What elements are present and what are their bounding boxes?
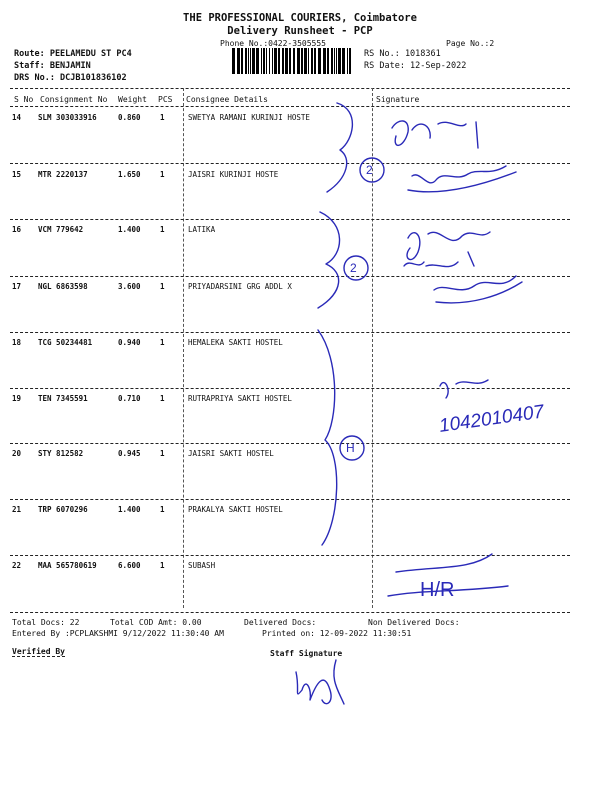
row-sno: 15 (12, 170, 22, 179)
col-header-signature: Signature (376, 95, 420, 104)
col-header-weight: Weight (118, 95, 147, 104)
row-pcs: 1 (160, 282, 165, 291)
page-number: Page No.:2 (446, 39, 495, 48)
row-consignee: SUBASH (188, 561, 216, 570)
route-label: Route: PEELAMEDU ST PC4 (14, 49, 132, 59)
phone-number: Phone No.:0422-3505555 (220, 39, 326, 48)
row-pcs: 1 (160, 225, 165, 234)
row-sno: 22 (12, 561, 22, 570)
col-header-consignment: Consignment No (40, 95, 108, 104)
row-consignee: RUTRAPRIYA SAKTI HOSTEL (188, 394, 292, 403)
row-pcs: 1 (160, 449, 165, 458)
row-pcs: 1 (160, 170, 165, 179)
row-rule (10, 163, 570, 164)
signature-row16 (407, 232, 490, 260)
staff-signature-label: Staff Signature (270, 649, 343, 658)
total-docs: Total Docs: 22 (12, 618, 80, 627)
signature-row16b (404, 252, 474, 267)
row-sno: 19 (12, 394, 22, 403)
column-divider (372, 88, 373, 608)
row-consignment: MAA 565780619 (38, 561, 97, 570)
hr-mark: H/R (420, 579, 455, 601)
hr-signature (388, 554, 508, 596)
row-consignment: VCM 779642 (38, 225, 84, 234)
row-sno: 18 (12, 338, 22, 347)
row-consignment: TCG 50234481 (38, 338, 93, 347)
bracket-mark (318, 330, 337, 545)
row-rule (10, 219, 570, 220)
row-consignment: MTR 2220137 (38, 170, 88, 179)
row-sno: 21 (12, 505, 22, 514)
row-sno: 14 (12, 113, 22, 122)
printed-on: Printed on: 12-09-2022 11:30:51 (262, 629, 412, 638)
row-consignee: LATIKA (188, 225, 216, 234)
col-header-pcs: PCS (158, 95, 173, 104)
row-consignment: SLM 303033916 (38, 113, 97, 122)
company-title: THE PROFESSIONAL COURIERS, Coimbatore (183, 12, 417, 24)
row-rule (10, 388, 570, 389)
bracket-mark (327, 103, 352, 192)
row-consignee: PRIYADARSINI GRG ADDL X (188, 282, 292, 291)
row-pcs: 1 (160, 561, 165, 570)
drs-number: DRS No.: DCJB101836102 (14, 73, 127, 83)
row-pcs: 1 (160, 505, 165, 514)
staff-label: Staff: BENJAMIN (14, 61, 91, 71)
row-consignee: JAISRI KURINJI HOSTE (188, 170, 279, 179)
col-header-consignee: Consignee Details (186, 95, 268, 104)
row-weight: 1.650 (118, 170, 141, 179)
signature-row15 (408, 166, 516, 192)
row-weight: 1.400 (118, 225, 141, 234)
row-consignee: PRAKALYA SAKTI HOSTEL (188, 505, 283, 514)
runsheet-title: Delivery Runsheet - PCP (227, 25, 373, 37)
rs-number: RS No.: 1018361 (364, 49, 441, 59)
row-consignment: TRP 6070296 (38, 505, 88, 514)
entered-by: Entered By :PCPLAKSHMI 9/12/2022 11:30:40 AM (12, 629, 224, 638)
row-rule (10, 499, 570, 500)
row-weight: 0.710 (118, 394, 141, 403)
col-header-sno: S No (14, 95, 34, 104)
signature-row19 (440, 380, 488, 398)
row-pcs: 1 (160, 338, 165, 347)
table-header-rule (10, 106, 570, 107)
verified-by: Verified By (12, 647, 65, 656)
staff-signature (296, 660, 344, 704)
row-rule (10, 443, 570, 444)
written-number: 1042010407 (437, 401, 546, 437)
row-weight: 6.600 (118, 561, 141, 570)
non-delivered-docs: Non Delivered Docs: (368, 618, 460, 627)
row-sno: 20 (12, 449, 22, 458)
row-weight: 3.600 (118, 282, 141, 291)
row-rule (10, 555, 570, 556)
circle-mark-label: H (346, 441, 355, 455)
barcode (232, 48, 354, 74)
row-consignment: STY 812582 (38, 449, 84, 458)
row-consignee: SWETYA RAMANI KURINJI HOSTE (188, 113, 310, 122)
circle-mark-label: 2 (350, 261, 357, 275)
total-cod: Total COD Amt: 0.00 (110, 618, 202, 627)
row-consignee: HEMALEKA SAKTI HOSTEL (188, 338, 283, 347)
row-consignment: TEN 7345591 (38, 394, 88, 403)
signature-row17 (434, 276, 522, 303)
footer-rule (10, 612, 570, 613)
column-divider (183, 88, 184, 608)
bracket-mark (318, 212, 340, 308)
row-weight: 0.860 (118, 113, 141, 122)
row-consignee: JAISRI SAKTI HOSTEL (188, 449, 274, 458)
signature-row14 (392, 121, 478, 148)
row-consignment: NGL 6863598 (38, 282, 88, 291)
row-weight: 1.400 (118, 505, 141, 514)
circle-mark-label: 2 (366, 163, 373, 177)
row-pcs: 1 (160, 394, 165, 403)
circle-mark (340, 436, 364, 460)
table-top-rule (10, 88, 570, 89)
row-sno: 16 (12, 225, 22, 234)
delivered-docs: Delivered Docs: (244, 618, 317, 627)
rs-date: RS Date: 12-Sep-2022 (364, 61, 467, 71)
row-weight: 0.945 (118, 449, 141, 458)
row-weight: 0.940 (118, 338, 141, 347)
row-rule (10, 332, 570, 333)
row-pcs: 1 (160, 113, 165, 122)
row-sno: 17 (12, 282, 22, 291)
row-rule (10, 276, 570, 277)
